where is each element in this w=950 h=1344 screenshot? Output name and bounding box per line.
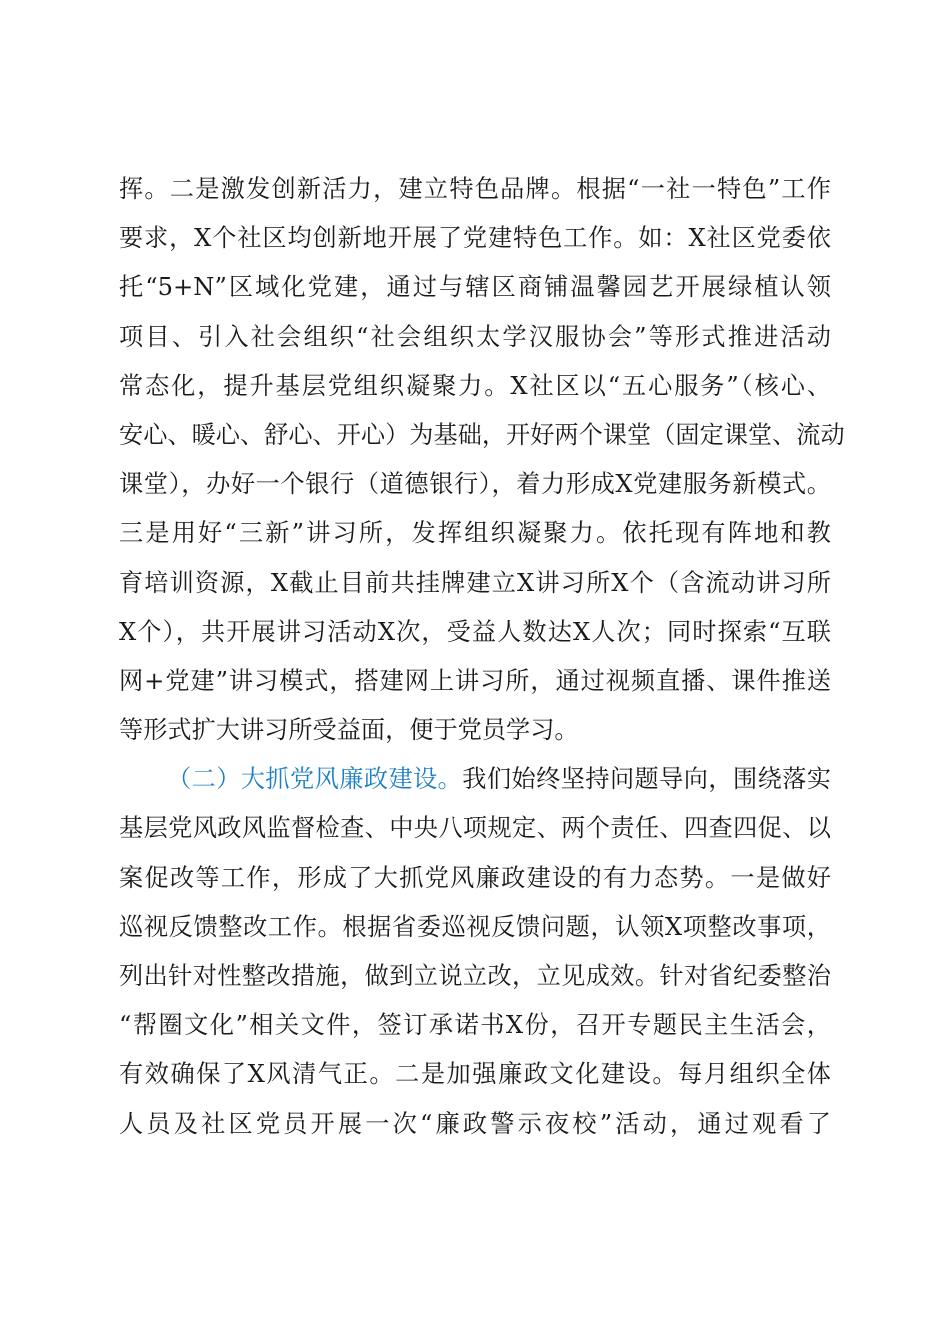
text-line: 网+党建”讲习模式，搭建网上讲习所，通过视频直播、课件推送: [119, 666, 831, 695]
text-line: 安心、暖心、舒心、开心）为基础，开好两个课堂（固定课堂、流动: [119, 420, 845, 449]
text-line: 要求，X个社区均创新地开展了党建特色工作。如：X社区党委依: [119, 224, 831, 253]
section-heading: （二）大抓党风廉政建设。: [167, 765, 463, 794]
text-line: 有效确保了X风清气正。二是加强廉政文化建设。每月组织全体: [119, 1060, 831, 1089]
text-line: “帮圈文化”相关文件，签订承诺书X份，召开专题民主生活会，: [119, 1011, 831, 1040]
paragraph-1: [119, 165, 845, 755]
text-line: 等形式扩大讲习所受益面，便于党员学习。: [119, 716, 579, 745]
text-line: 案促改等工作，形成了大抓党风廉政建设的有力态势。一是做好: [119, 863, 831, 892]
paragraph-2-first-line: [119, 755, 831, 804]
document-body: [119, 165, 845, 1149]
text-line: 列出针对性整改措施，做到立说立改，立见成效。针对省纪委整治: [119, 962, 831, 990]
text-run: 我们始终坚持问题导向，围绕落实: [462, 765, 831, 794]
text-line: 挥。二是激发创新活力，建立特色品牌。根据“一社一特色”工作: [119, 175, 831, 203]
text-line: 课堂），办好一个银行（道德银行），着力形成X党建服务新模式。: [119, 470, 831, 499]
text-line: 项目、引入社会组织“社会组织太学汉服协会”等形式推进活动: [119, 322, 831, 351]
text-line: 常态化，提升基层党组织凝聚力。X社区以“五心服务”（核心、: [119, 371, 831, 400]
text-line: 基层党风政风监督检查、中央八项规定、两个责任、四查四促、以: [119, 814, 831, 843]
text-line: X个），共开展讲习活动X次，受益人数达X人次；同时探索“互联: [119, 617, 831, 646]
paragraph-2: [119, 755, 831, 1149]
text-line: 人员及社区党员开展一次“廉政警示夜校”活动，通过观看了: [119, 1109, 831, 1138]
text-line: 托“5+N”区域化党建，通过与辖区商铺温馨园艺开展绿植认领: [119, 273, 831, 302]
text-line: 育培训资源，X截止目前共挂牌建立X讲习所X个（含流动讲习所: [119, 568, 831, 597]
text-line: 三是用好“三新”讲习所，发挥组织凝聚力。依托现有阵地和教: [119, 519, 831, 548]
text-line: 巡视反馈整改工作。根据省委巡视反馈问题，认领X项整改事项，: [119, 912, 831, 941]
